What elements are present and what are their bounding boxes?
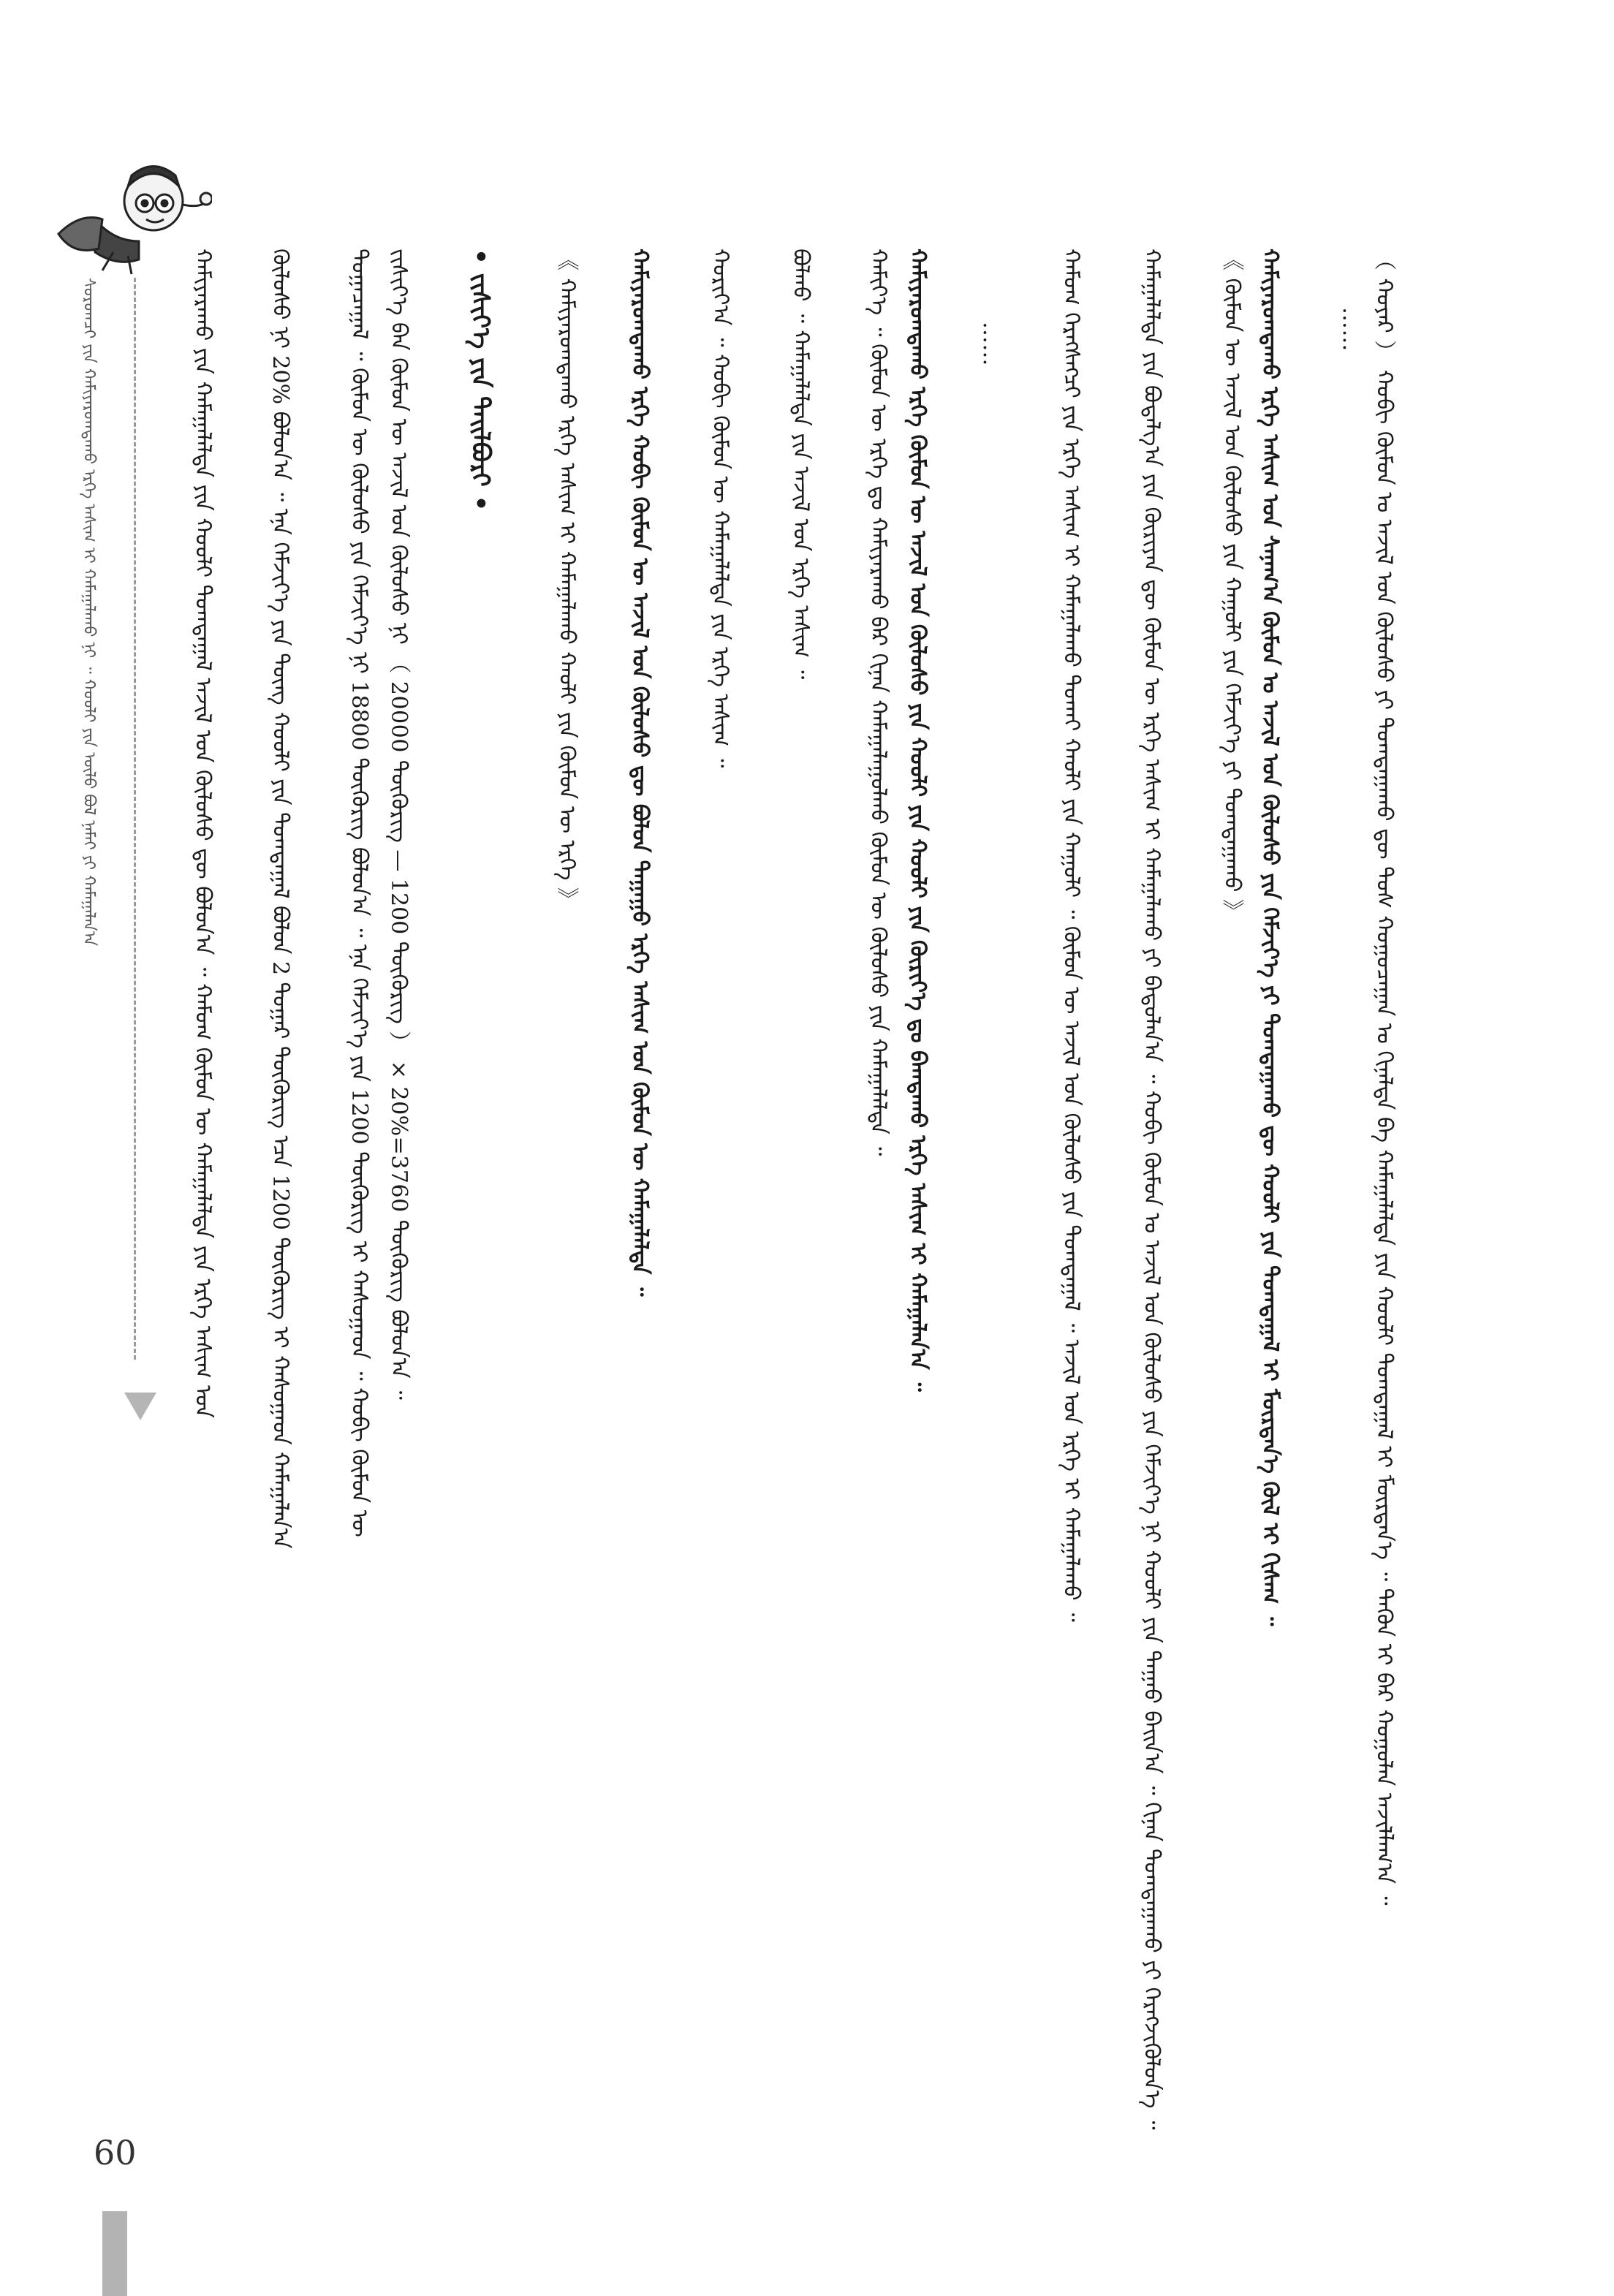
- boy-character-icon: [58, 167, 212, 275]
- mascot-illustration: [44, 132, 212, 278]
- body-column: ᠬᠥᠯᠥᠰᠦ ᠨᠢ 20% ᠪᠣᠯᠤᠨ᠎ᠠ ᠃ ᠡᠨᠡ ᠬᠡᠮᠵᠢᠶ᠎ᠡ ᠶᠢᠨ ᠳᠦᠩ ᠬᠤᠤᠯᠢ ᠶᠢᠨ ᠲᠣᠭᠲᠠᠭᠠᠯ ᠪᠣᠯᠤᠨ 2 ᠳᠤᠭᠠᠷ ᠲᠥᠭᠦᠷᠢᠭ ᠡᠴᠡ 1200 ᠲᠥᠭᠦᠷᠢᠭ ᠢ ᠬᠠᠰᠤᠭᠠᠳ ᠬᠠᠮᠠᠭᠠᠯᠠᠨ᠎ᠠ: [268, 249, 293, 1549]
- body-column: 《 ᠬᠠᠮᠢᠶᠠᠷᠤᠭᠳᠠᠬᠤ ᠡᠷᠬᠡ ᠠᠰᠢᠭ ᠢ ᠬᠠᠮᠠᠭᠠᠯᠠᠬᠤ ᠬᠠᠤᠯᠢ ᠶᠢᠨ ᠬᠥᠮᠦᠨ ᠦ ᠡᠷᠬᠡ 》: [554, 249, 580, 910]
- body-column: ᠬᠠᠮᠢᠶᠠᠷᠠᠬᠤ ᠶᠢᠨ ᠬᠠᠮᠠᠭᠠᠯᠠᠯᠲᠠ ᠶᠢᠨ ᠬᠤᠤᠯᠢ ᠲᠣᠭᠲᠠᠭᠠᠯ ᠠᠵᠢᠯ ᠤᠨ ᠬᠥᠯᠥᠰᠦ ᠳᠦ ᠪᠣᠯᠤᠨ᠎ᠠ ᠃ ᠬᠠᠮᠤᠭ ᠬᠥᠮᠦᠨ ᠦ ᠬᠠᠮᠠᠭᠠᠯᠠᠯᠲᠠ ᠶᠢᠨ ᠡᠷᠬᠡ ᠠᠰᠢᠭ ᠤᠨ: [190, 249, 216, 1418]
- ellipsis: ……: [1338, 307, 1363, 352]
- body-column-bold: ᠬᠠᠮᠢᠶᠠᠷᠤᠭᠳᠠᠬᠤ ᠡᠷᠬᠡ ᠠᠰᠢᠭ ᠤᠨ ᠰᠠᠨᠠᠭ᠎ᠠ ᠬᠥᠮᠦᠨ ᠤ ᠠᠵᠢᠯ ᠤᠨ ᠬᠥᠯᠥᠰᠦ ᠶᠢᠨ ᠬᠡᠮᠵᠢᠶ᠎ᠡ ᠶᠢ ᠲᠣᠭᠲᠠᠭᠠᠬᠤ ᠳᠦ ᠬᠣᠤᠯᠢ ᠶᠢᠨ ᠲᠤᠭᠲᠠᠭᠠᠯ ᠢ ᠮᠥᠷᠳᠡᠨ᠎ᠡ ᠬᠦᠯ ᠢ ᠬᠢᠰᠠᠭ ᠃: [1257, 249, 1283, 1626]
- down-triangle-icon: [124, 1393, 156, 1420]
- body-column: ᠬᠠᠮᠠᠭᠠᠯᠠᠯᠲᠠ ᠶᠢᠨ ᠪᠣᠳᠠᠯᠭ᠎ᠠ ᠶᠢᠨ ᠬᠦᠷᠢᠶᠡᠨ ᠳᠦ ᠬᠥᠮᠦᠨ ᠦ ᠡᠷᠬᠡ ᠠᠰᠢᠭ ᠢ ᠬᠠᠮᠠᠭᠠᠯᠠᠬᠤ ᠶᠢ ᠪᠠᠲᠤᠯᠠᠨ᠎ᠠ ᠃ ᠬᠤᠪᠢ ᠬᠦᠮᠦᠨ ᠤ ᠠᠵᠢᠯ ᠤᠨ ᠬᠥᠯᠥᠰᠦ ᠶᠢᠨ ᠬᠡᠮᠵᠢᠶ᠎ᠡ ᠨᠢ ᠬᠤᠤᠯᠢ ᠶᠢᠨ ᠳᠠᠭᠠᠤ ᠪᠠᠢᠨ᠎ᠠ ᠃ ᠬᠢᠨᠠᠨ ᠲᠣᠭᠲᠠᠭᠠᠬᠤ ᠶᠢ ᠬᠡᠷᠡᠭᠵᠢᠭᠦᠯᠦᠨ᠎ᠡ ᠃: [1139, 249, 1164, 2130]
- body-column: ᠬᠠᠮᠢᠶ᠎ᠡ ᠃ ᠬᠦᠮᠦᠨ ᠦ ᠡᠷᠬᠡ ᠳᠤ ᠬᠠᠮᠢᠶᠠᠷᠠᠬᠤ ᠪᠡᠷ ᠬᠢᠨᠠᠨ ᠬᠠᠮᠠᠭᠠᠯᠠᠭᠤᠯᠬᠤ ᠬᠥᠮᠦᠨ ᠦ ᠬᠥᠯᠥᠰᠦ ᠶᠢᠨ ᠬᠠᠮᠠᠭᠠᠯᠠᠯᠲᠠ ᠃: [865, 249, 891, 1156]
- ellipsis: ……: [978, 322, 1004, 366]
- body-column: 《 ᠬᠥᠮᠦᠨ ᠦ ᠠᠵᠢᠯ ᠤᠨ ᠬᠥᠯᠥᠰᠦ ᠶᠢᠨ ᠬᠠᠭᠤᠯᠢ ᠶᠢᠨ ᠬᠡᠮᠵᠢᠶ᠎ᠡ ᠶᠢ ᠲᠣᠭᠲᠠᠭᠠᠬᠤ 》: [1219, 249, 1245, 922]
- body-column: ᠬᠣᠷᠢᠶ᠎ᠠ ᠃ ᠬᠤᠪᠢ ᠬᠦᠮᠦᠨ ᠦ ᠬᠠᠮᠠᠭᠠᠯᠠᠯᠲᠠ ᠶᠢᠨ ᠡᠷᠬᠡ ᠠᠰᠢᠭ ᠃: [708, 249, 733, 768]
- body-column: ᠲᠣᠭᠠᠴᠠᠭᠠᠯ ᠃ ᠬᠥᠮᠦᠨ ᠦ ᠬᠥᠯᠥᠰᠦ ᠶᠢᠨ ᠬᠡᠮᠵᠢᠶ᠎ᠡ ᠨᠢ 18800 ᠲᠥᠭᠦᠷᠢᠭ ᠪᠣᠯᠤᠨ᠎ᠠ ᠃ ᠡᠨᠡ ᠬᠡᠮᠵᠢᠶ᠎ᠡ ᠶᠢᠨ 1200 ᠲᠥᠭᠦᠷᠢᠭ ᠢ ᠬᠠᠰᠤᠭᠠᠳ ᠃ ᠬᠤᠪᠢ ᠬᠦᠮᠦᠨ ᠦ: [346, 249, 372, 1537]
- margin-dashed-rule: [134, 278, 136, 1360]
- body-column: ᠵᠢᠱᠢᠶ᠎ᠡ ᠪᠡᠨ ᠬᠥᠮᠦᠨ ᠦ ᠠᠵᠢᠯ ᠤᠨ ᠬᠥᠯᠥᠰᠦ ᠨᠢ （ 20000 ᠲᠥᠭᠦᠷᠢᠭ — 1200 ᠲᠥᠭᠦᠷᠢᠭ ） × 20%=3760 ᠲᠥᠭᠦᠷᠢᠭ ᠪᠣᠯᠤᠨ᠎ᠠ ᠃: [386, 249, 412, 1400]
- body-column-bold: ᠬᠠᠮᠢᠶᠠᠷᠤᠭᠳᠠᠬᠤ ᠡᠷᠬᠡ ᠬᠥᠮᠦᠨ ᠦ ᠠᠵᠢᠯ ᠤᠨ ᠬᠥᠯᠥᠰᠦ ᠶᠢᠨ ᠬᠤᠤᠯᠢ ᠶᠢᠨ ᠬᠤᠤᠯᠢ ᠶᠢᠨ ᠬᠦᠷᠢᠶ᠎ᠡ ᠳᠤ ᠪᠠᠭᠲᠠᠬᠤ ᠡᠷᠬᠡ ᠠᠰᠢᠭ ᠢ ᠬᠠᠮᠠᠭᠠᠯᠠᠨ᠎ᠠ ᠃: [905, 249, 931, 1392]
- section-heading: • ᠵᠢᠱᠢᠶ᠎ᠡ ᠶᠢᠨ ᠲᠠᠢᠯᠪᠤᠷᠢ •: [466, 249, 495, 512]
- body-column: （ ᠬᠤᠶᠠᠷ ） ᠬᠤᠪᠢ ᠬᠦᠮᠦᠨ ᠤ ᠠᠵᠢᠯ ᠤᠨ ᠬᠥᠯᠥᠰᠦ ᠶᠢ ᠲᠣᠭᠲᠠᠭᠠᠬᠤ ᠳᠦ ᠲᠤᠰ ᠬᠤᠭᠤᠴᠠᠭᠠᠨ ᠤ ᠬᠢᠨᠠᠯᠲᠠ ᠪᠠ ᠬᠠᠮᠠᠭᠠᠯᠠᠯᠲᠠ ᠶᠢᠨ ᠬᠤᠤᠯᠢ ᠲᠣᠭᠲᠠᠭᠠᠯ ᠢ ᠮᠥᠷᠳᠡᠨ᠎ᠡ ᠃ ᠲᠡᠭᠦᠨ ᠢ ᠪᠠᠷ ᠬᠣᠭᠤᠯᠠᠨ ᠠᠵᠢᠯᠯᠠᠭ᠎ᠠ ᠃: [1371, 249, 1397, 1906]
- running-header: ᠰᠤᠷᠤᠭᠴᠢ ᠶᠢᠨ ᠬᠠᠮᠢᠶᠠᠷᠤᠭᠳᠠᠬᠤ ᠡᠷᠬᠡ ᠠᠰᠢᠭ ᠢ ᠬᠠᠮᠠᠭᠠᠯᠠᠬᠤ ᠨᠢ ᠃ ᠬᠤᠤᠯᠢ ᠶᠢᠨ ᠦᠯᠦ ᠪᠤᠯ ᠨᠠᠮᠠᠢ ᠶᠢ ᠬᠠᠮᠠᠭᠠᠯᠠᠨ᠎ᠠ: [80, 278, 98, 947]
- page-edge-tab: [102, 2211, 127, 2296]
- body-column: ᠬᠠᠮᠤᠭ ᠬᠡᠷᠡᠭᠰᠡᠭᠴᠢ ᠶᠢᠨ ᠡᠷᠬᠡ ᠠᠰᠢᠭ ᠢ ᠬᠠᠮᠠᠭᠠᠯᠠᠬᠤ ᠲᠤᠬᠠᠢ ᠬᠠᠤᠯᠢ ᠶᠢᠨ ᠬᠠᠭᠤᠯᠢ ᠃ ᠬᠥᠮᠦᠨ ᠦ ᠠᠵᠢᠯ ᠤᠨ ᠬᠥᠯᠥᠰᠦ ᠶᠢᠨ ᠲᠣᠭᠲᠠᠭᠠᠯ ᠃ ᠠᠵᠢᠯ ᠤᠨ ᠡᠷᠬᠡ ᠢ ᠬᠠᠮᠠᠭᠠᠯᠠᠬᠤ ᠃: [1058, 249, 1084, 1622]
- body-column: ᠪᠣᠯᠬᠤ ᠃ ᠬᠠᠮᠠᠭᠠᠯᠠᠯᠲᠠ ᠶᠢᠨ ᠠᠵᠢᠯ ᠤᠨ ᠡᠷᠬᠡ ᠠᠰᠢᠭ ᠃: [788, 249, 814, 680]
- page-number: 60: [94, 2133, 137, 2172]
- body-column-bold: ᠬᠠᠮᠢᠶᠠᠷᠤᠭᠳᠠᠬᠤ ᠡᠷᠬᠡ ᠬᠤᠪᠢ ᠬᠦᠮᠦᠨ ᠦ ᠠᠵᠢᠯ ᠤᠨ ᠬᠥᠯᠥᠰᠦ ᠳᠦ ᠪᠣᠯᠤᠨ ᠳᠠᠭᠠᠭᠤ ᠡᠷᠬᠡ ᠠᠰᠢᠭ ᠤᠨ ᠬᠥᠮᠦᠨ ᠦ ᠬᠠᠮᠠᠭᠠᠯᠠᠯᠲᠠ ᠃: [627, 249, 653, 1297]
